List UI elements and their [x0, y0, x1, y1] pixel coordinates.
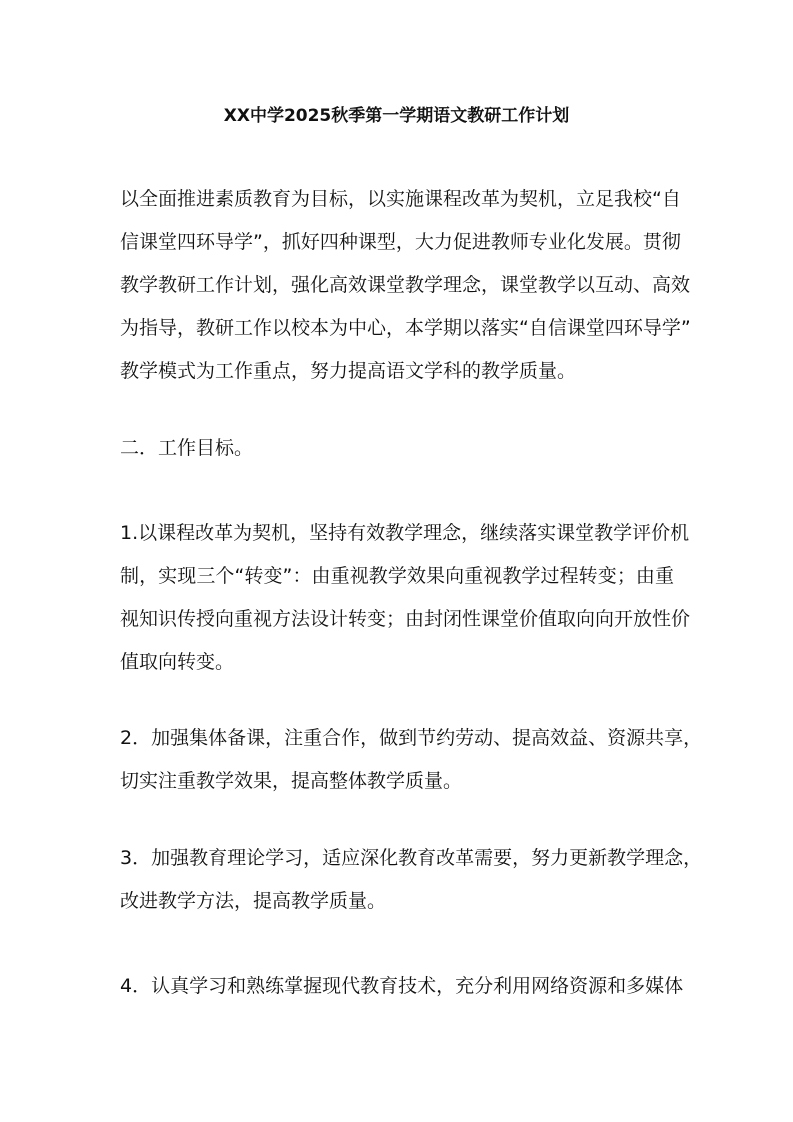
text-line: 教学模式为工作重点，努力提高语文学科的教学质量。: [120, 360, 577, 382]
text-line: 以全面推进素质教育为目标，以实施课程改革为契机，立足我校“自: [120, 188, 681, 210]
intro-paragraph: [120, 178, 691, 393]
text-line: 3．加强教育理论学习，适应深化教育改革需要，努力更新教学理念，: [120, 847, 703, 869]
goal-item-2: [120, 717, 703, 803]
text-line: 教学教研工作计划，强化高效课堂教学理念，课堂教学以互动、高效: [120, 274, 691, 296]
text-line: 信课堂四环导学”，抓好四种课型，大力促进教师专业化发展。贯彻: [120, 231, 681, 253]
goal-item-4: [120, 965, 684, 1008]
text-line: 视知识传授向重视方法设计转变；由封闭性课堂价值取向向开放性价: [120, 608, 691, 630]
text-line: 4．认真学习和熟练掌握现代教育技术，充分利用网络资源和多媒体: [120, 975, 684, 997]
text-line: 为指导，教研工作以校本为中心，本学期以落实“自信课堂四环导学”: [120, 317, 691, 339]
document-title: XX中学2025秋季第一学期语文教研工作计划: [223, 106, 570, 126]
text-line: 二．工作目标。: [120, 437, 254, 459]
goal-item-1: [120, 512, 691, 684]
text-line: 1.以课程改革为契机，坚持有效教学理念，继续落实课堂教学评价机: [120, 522, 690, 544]
text-line: 制，实现三个“转变”：由重视教学效果向重视教学过程转变；由重: [120, 565, 674, 587]
goal-item-3: [120, 837, 703, 923]
text-line: 2．加强集体备课，注重合作，做到节约劳动、提高效益、资源共享，: [120, 727, 703, 749]
text-line: 改进教学方法，提高教学质量。: [120, 890, 387, 912]
section-heading: [120, 427, 674, 470]
text-line: 值取向转变。: [120, 651, 235, 673]
text-line: 切实注重教学效果，提高整体教学质量。: [120, 770, 463, 792]
